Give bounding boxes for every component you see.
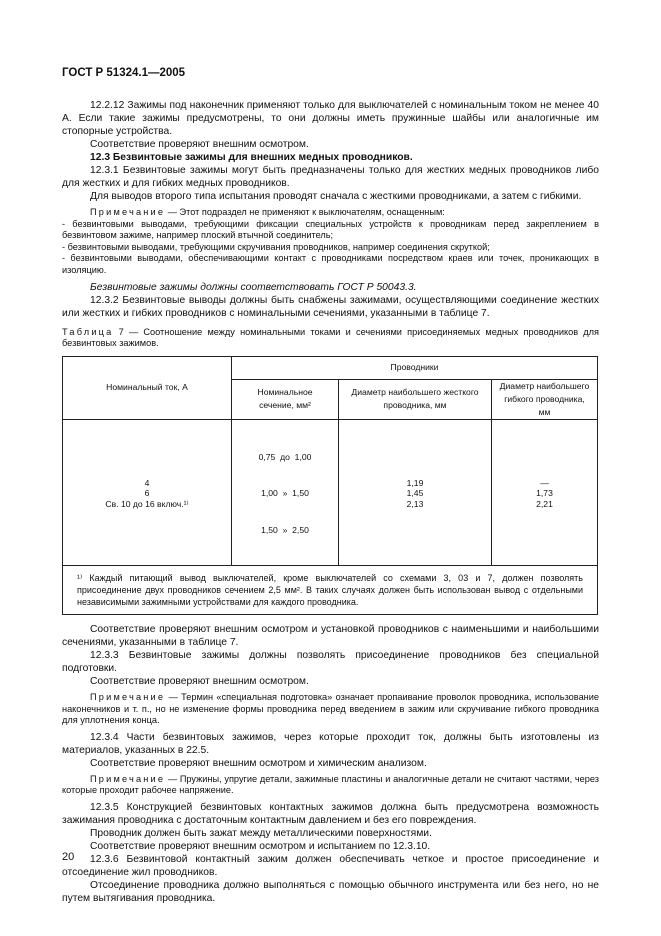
table-caption (62, 327, 599, 350)
cell-rigid: 1,19 1,45 2,13 (339, 419, 492, 565)
document-body (62, 99, 599, 905)
compliance-check: Соответствие проверяют внешним осмотром. (90, 139, 309, 150)
document-header: ГОСТ Р 51324.1—2005 (62, 67, 186, 79)
clause-12-3-5: 12.3.5 Конструкцией безвинтовых контактных зажимов должна быть предусмотрена возможность зажимания проводника с достаточным контактным давлением и без его повреждения. (62, 801, 599, 826)
section-heading: 12.3 Безвинтовые зажимы для внешних медных проводников. (90, 152, 413, 163)
clause-12-3-4: 12.3.4 Части безвинтовых зажимов, через которые проходит ток, должны быть изготовлены из материалов, указанных в 22.5. (62, 731, 599, 756)
note-label: Примечание (90, 207, 166, 217)
header-conductors: Проводники (232, 356, 598, 379)
note-text: — Пружины, упругие детали, зажимные пластины и аналогичные детали не считают частями, через которые проходит рабочее напряжение. (62, 773, 599, 796)
table-row (63, 419, 598, 565)
clause-12-3-6: 12.3.6 Безвинтовой контактный зажим должен обеспечивать четкое и простое присоединение и отсоединение жил проводников. (62, 853, 599, 878)
clause-12-3-1-text: Для выводов второго типа испытания проводят сначала с жесткими проводниками, а затем с гибкими. (90, 191, 582, 202)
gost-reference: Безвинтовые зажимы должны соответствовать ГОСТ Р 50043.3. (90, 281, 417, 293)
header-current: Номинальный ток, А (63, 356, 232, 419)
conductor-table (62, 356, 598, 615)
header-section: Номинальное сечение, мм² (232, 379, 339, 419)
cell-flexible: — 1,73 2,21 (492, 419, 598, 565)
table-caption-label: Таблица (62, 326, 114, 337)
note-item: - безвинтовыми выводами, требующими скручивания проводников, например соединения скруткой; (62, 241, 490, 252)
cell-section: 0,75 до 1,00 1,00 » 1,50 1,50 » 2,50 (232, 419, 339, 565)
compliance-check: Соответствие проверяют внешним осмотром и испытанием по 12.3.10. (90, 840, 431, 852)
table-footnote: ¹⁾ Каждый питающий вывод выключателей, кроме выключателей со схемами 3, 03 и 7, должен позволять присоединение двух проводников сечением 2,5 мм². В таких случаях должен быть использован вывод с отдельными независимыми зажимными устройствами для каждого проводника. (63, 565, 598, 614)
note-item: - безвинтовыми выводами, требующими фиксации специальных устройств к проводникам перед закреплением в безвинтовом зажиме, например плоский втычной соединитель; (62, 218, 599, 241)
note-3 (62, 774, 599, 797)
note-item: - безвинтовыми выводами, обеспечивающими контакт с проводниками посредством краев или точек, проникающих в изоляцию. (62, 253, 599, 275)
clause-12-3-3: 12.3.3 Безвинтовые зажимы должны позволять присоединение проводников без специальной подготовки. (62, 649, 599, 674)
compliance-check: Соответствие проверяют внешним осмотром и установкой проводников с наименьшими и наибольшими сечениями, указанными в таблице 7. (62, 623, 599, 648)
table-caption-text: 7 — Соотношение между номинальными токами и сечениями присоединяемых медных проводников для безвинтовых зажимов. (62, 326, 599, 349)
cell-current: 4 6 Св. 10 до 16 включ.¹⁾ (63, 419, 232, 565)
header-rigid-diameter: Диаметр наибольшего жесткого проводника, мм (339, 379, 492, 419)
page-number: 20 (62, 851, 75, 863)
note-1 (62, 207, 599, 219)
note-text: — Этот подраздел не применяют к выключателям, оснащенным: (165, 207, 445, 217)
note-label: Примечание (90, 691, 166, 702)
note-label: Примечание (90, 773, 166, 784)
note-2 (62, 692, 599, 727)
header-flexible-diameter: Диаметр наибольшего гибкого проводника, мм (492, 379, 598, 419)
clause-12-3-2: 12.3.2 Безвинтовые выводы должны быть снабжены зажимами, осуществляющими соединение жестких или жестких и гибких проводников с номинальными сечениями, указанными в таблице 7. (62, 294, 599, 319)
note-text: — Термин «специальная подготовка» означает пропаивание проволок проводника, использование наконечников и т. п., но не изменение формы проводника перед введением в зажим или скручивание гибкого проводника для уплотнения конца. (62, 691, 599, 726)
clause-12-3-5-text: Проводник должен быть зажат между металлическими поверхностями. (90, 827, 432, 839)
clause-12-3-1: 12.3.1 Безвинтовые зажимы могут быть предназначены только для жестких медных проводников либо для жестких и для гибких медных проводников. (62, 165, 599, 189)
compliance-check: Соответствие проверяют внешним осмотром. (90, 675, 309, 687)
clause-12-3-6-text: Отсоединение проводника должно выполняться с помощью обычного инструмента или без него, но не путем вытягивания проводника. (62, 879, 599, 904)
clause-12-2-12: 12.2.12 Зажимы под наконечник применяют только для выключателей с номинальным током не менее 40 А. Если такие зажимы предусмотрены, то они должны иметь пружинные шайбы или аналогичные им стопорные устройства. (62, 100, 599, 137)
compliance-check: Соответствие проверяют внешним осмотром и химическим анализом. (90, 757, 427, 769)
